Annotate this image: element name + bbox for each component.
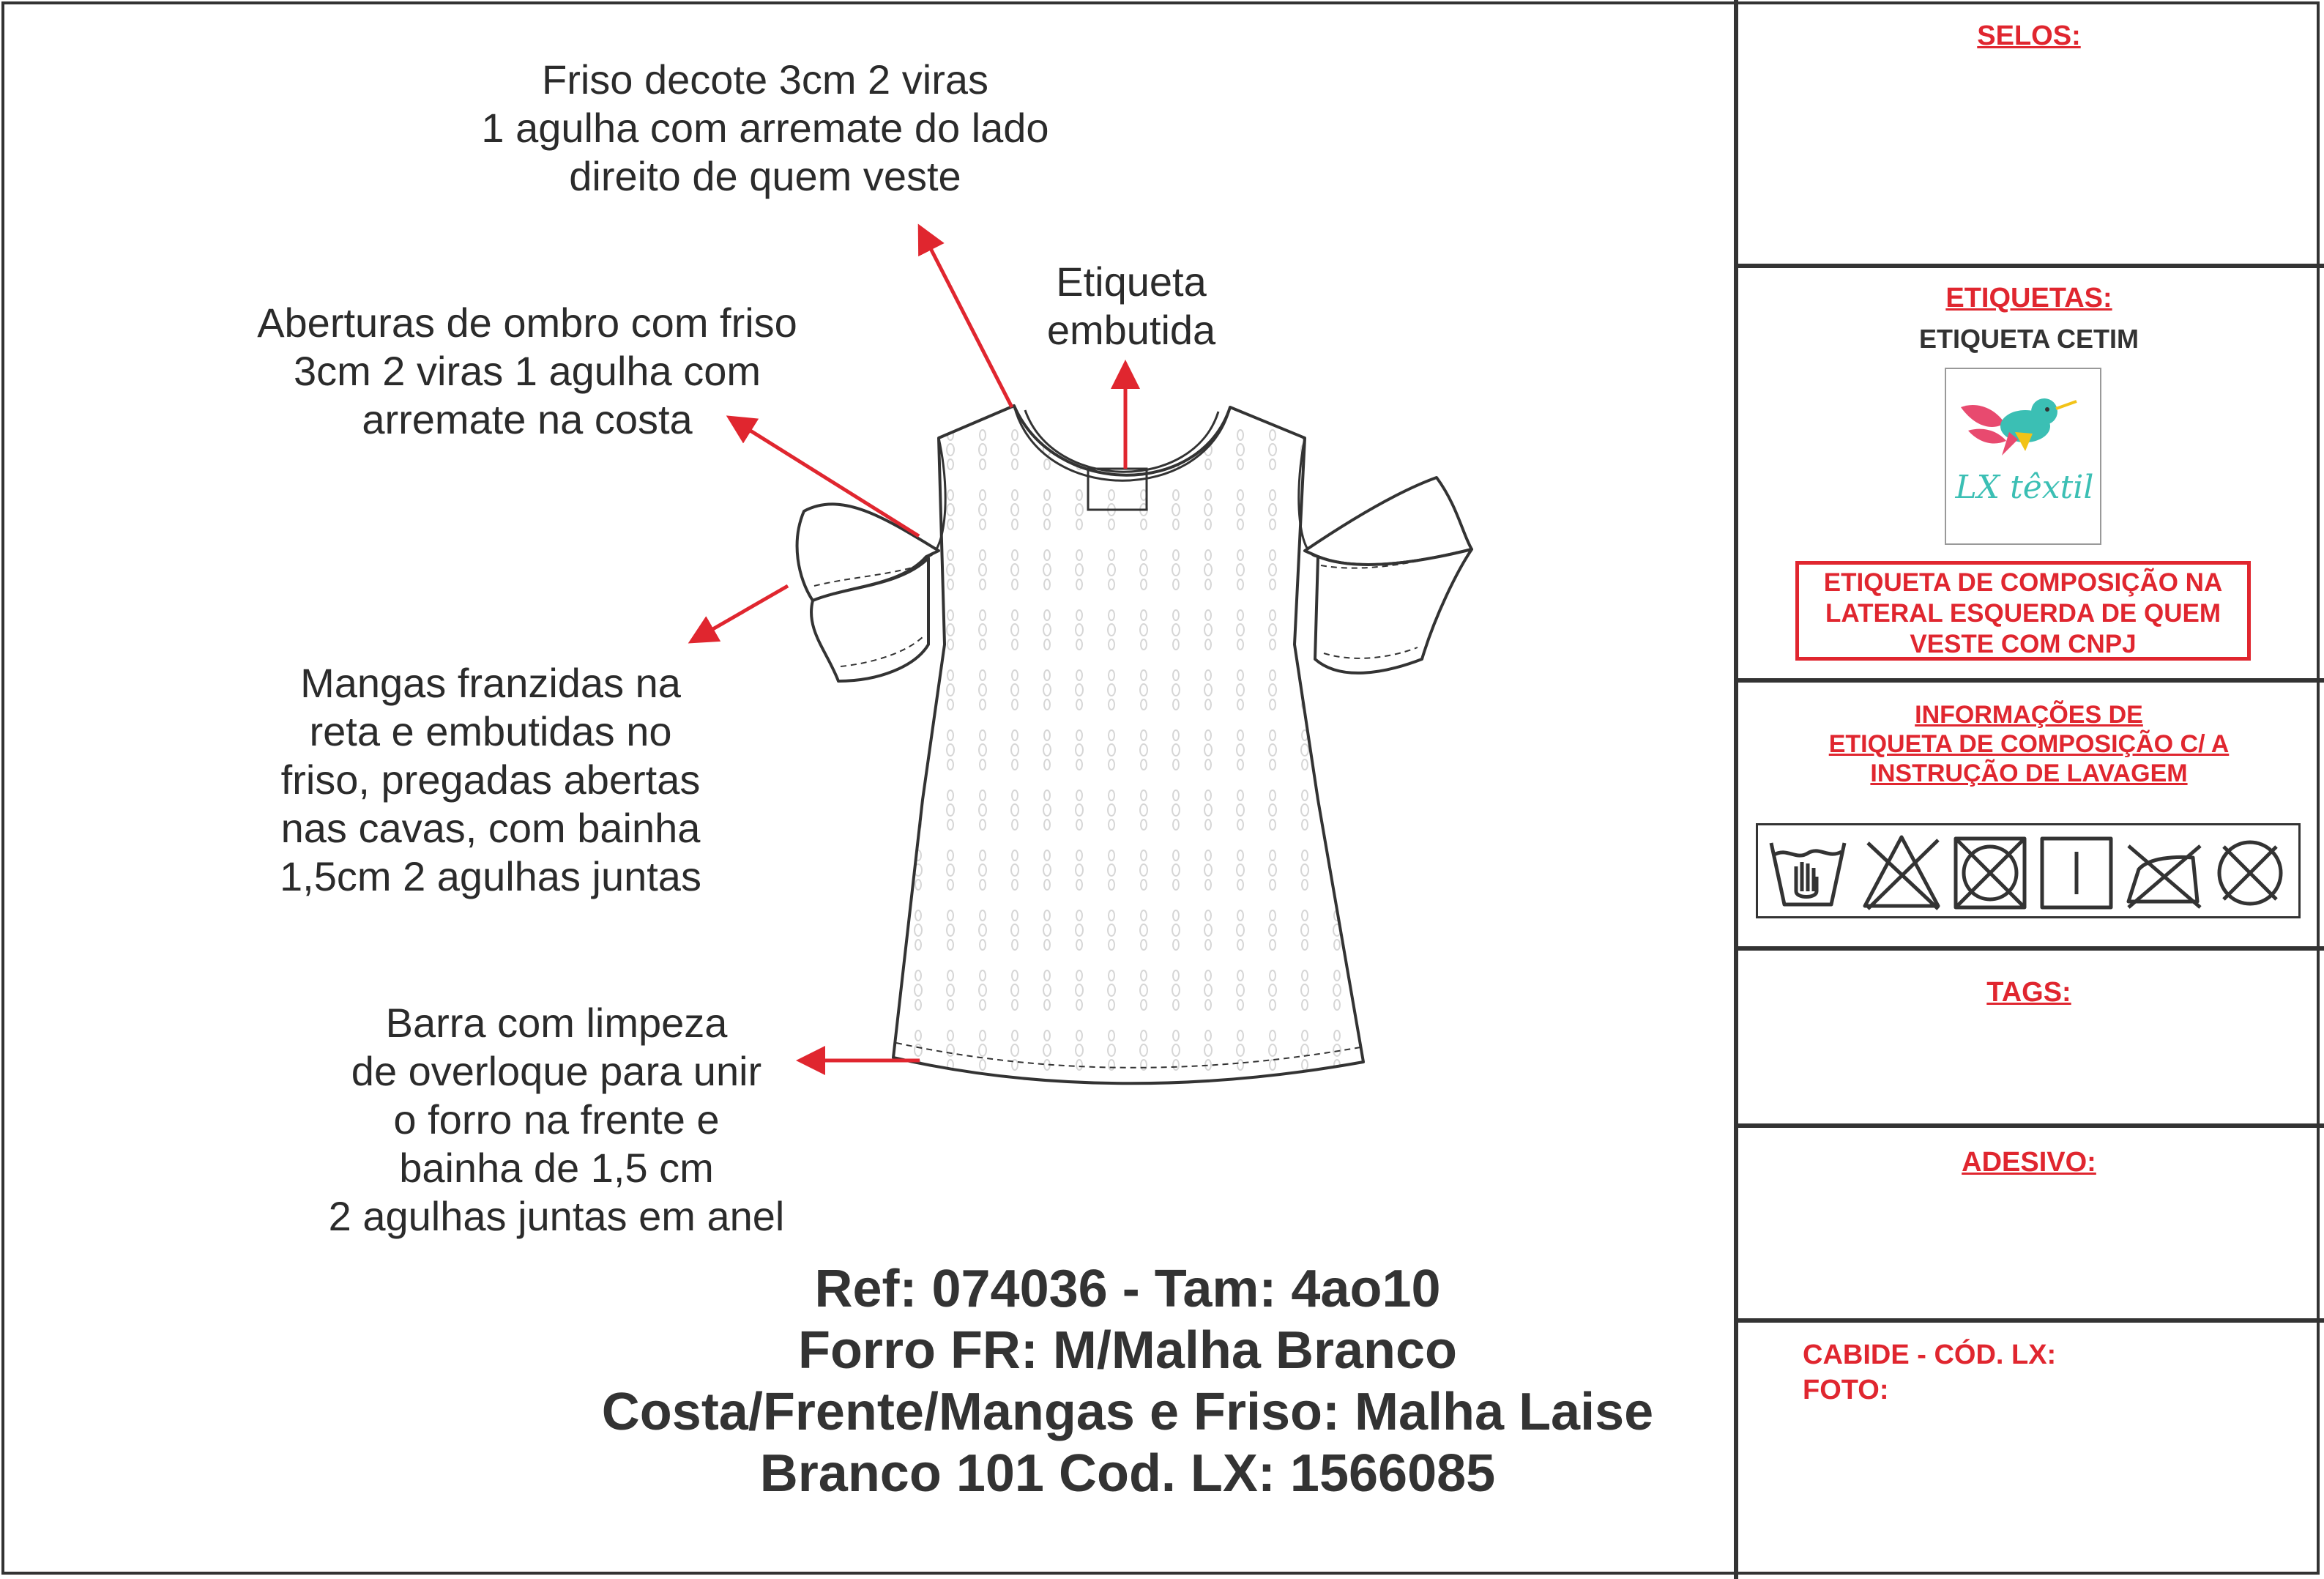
line-dry-icon — [2042, 839, 2111, 907]
reference-line: Branco 101 Cod. LX: 1566085 — [759, 1444, 1496, 1503]
note-line: 2 agulhas juntas em anel — [328, 1193, 785, 1239]
cabide-section — [1803, 1337, 2056, 1408]
note-line: direito de quem veste — [569, 153, 961, 199]
reference-line: Ref: 074036 - Tam: 4ao10 — [814, 1260, 1441, 1318]
info-line: INSTRUÇÃO DE LAVAGEM — [1870, 759, 2188, 787]
note-line: Mangas franzidas na — [300, 660, 681, 706]
note-line: embutida — [1046, 307, 1216, 353]
note-line: nas cavas, com bainha — [280, 805, 701, 851]
etiqueta-type: ETIQUETA CETIM — [1919, 324, 2139, 354]
note-line: Barra com limpeza — [385, 1000, 728, 1046]
logo-text: LX têxtil — [1955, 469, 2094, 506]
note-neckline — [469, 56, 1062, 201]
note-line: reta e embutidas no — [309, 708, 672, 754]
foto-line: FOTO: — [1803, 1375, 1889, 1405]
note-line: Friso decote 3cm 2 viras — [542, 56, 988, 103]
etiquetas-title: ETIQUETAS: — [1945, 283, 2112, 313]
reference-line: Forro FR: M/Malha Branco — [797, 1321, 1458, 1380]
note-line: de overloque para unir — [351, 1048, 762, 1094]
note-line: Aberturas de ombro com friso — [257, 300, 797, 346]
composition-line: ETIQUETA DE COMPOSIÇÃO NA — [1823, 568, 2223, 597]
note-line: 1 agulha com arremate do lado — [481, 105, 1049, 151]
arrow-sleeve — [691, 586, 788, 642]
tags-title: TAGS: — [1986, 977, 2071, 1008]
hummingbird-icon — [1946, 369, 2103, 546]
note-label — [1025, 258, 1237, 354]
sleeve-right — [1305, 478, 1472, 673]
note-line: Etiqueta — [1056, 259, 1207, 305]
note-line: friso, pregadas abertas — [280, 757, 701, 803]
no-dry-clean-icon — [2219, 842, 2281, 904]
note-shoulder — [234, 299, 820, 444]
informacoes-title — [1738, 700, 2320, 788]
no-iron-icon — [2129, 846, 2200, 907]
reference-line: Costa/Frente/Mangas e Friso: Malha Laise — [601, 1383, 1654, 1441]
arrow-neckline — [920, 227, 1012, 407]
note-line: 3cm 2 viras 1 agulha com — [293, 348, 761, 394]
composition-label-box — [1795, 561, 2251, 661]
selos-title: SELOS: — [1977, 21, 2081, 51]
note-line: arremate na costa — [362, 396, 693, 442]
info-line: INFORMAÇÕES DE — [1915, 701, 2143, 729]
info-line: ETIQUETA DE COMPOSIÇÃO C/ A — [1828, 730, 2230, 758]
note-line: o forro na frente e — [393, 1096, 720, 1143]
composition-line: LATERAL ESQUERDA DE QUEM — [1825, 599, 2221, 628]
brand-logo — [1945, 368, 2101, 545]
note-line: 1,5cm 2 agulhas juntas — [280, 853, 701, 899]
composition-line: VESTE COM CNPJ — [1910, 630, 2137, 658]
note-line: bainha de 1,5 cm — [399, 1145, 714, 1191]
note-sleeves — [249, 659, 732, 901]
cabide-line: CABIDE - CÓD. LX: — [1803, 1340, 2057, 1370]
shirt-body — [893, 406, 1363, 1083]
care-symbols-box — [1756, 823, 2301, 918]
adesivo-title: ADESIVO: — [1962, 1147, 2096, 1178]
no-tumble-dry-icon — [1956, 839, 2025, 907]
no-bleach-icon — [1865, 837, 1938, 909]
note-hem — [293, 999, 820, 1241]
sleeve-left — [797, 504, 939, 681]
hand-wash-icon — [1771, 843, 1844, 904]
